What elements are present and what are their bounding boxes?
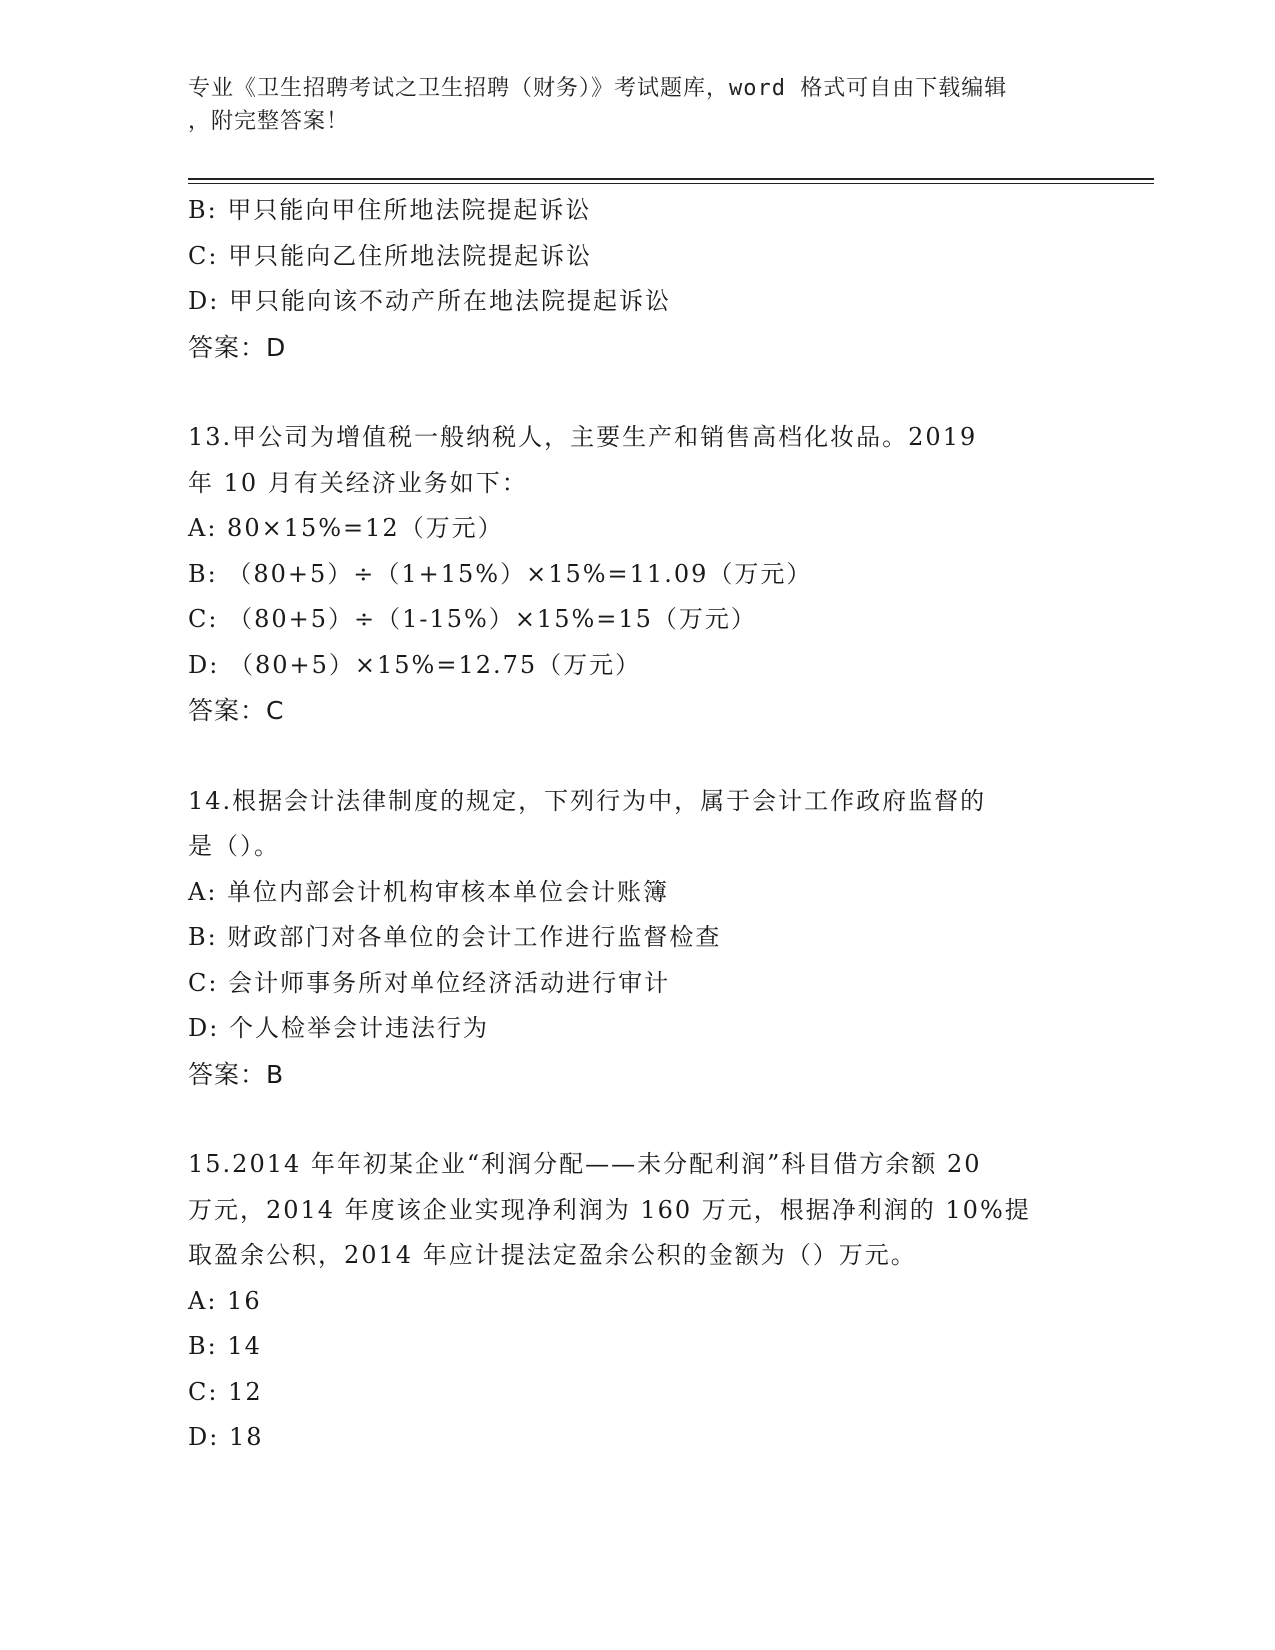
header-divider-thick [188,178,1154,180]
option-b: B: （80+5）÷（1+15%）×15%=11.09（万元） [188,559,813,588]
question-stem: 13.甲公司为增值税一般纳税人，主要生产和销售高档化妆品。2019 [188,423,978,451]
question-stem: 14.根据会计法律制度的规定，下列行为中，属于会计工作政府监督的 [188,786,987,815]
answer: 答案：B [188,1059,285,1089]
question-12 [188,188,1088,370]
option-b: B: 甲只能向甲住所地法院提起诉讼 [188,196,592,224]
question-stem-continued: 是（）。 [188,832,280,860]
spacer [188,1097,1088,1142]
question-13 [188,415,1088,734]
option-a: A: 16 [188,1286,262,1315]
question-14 [188,779,1088,1098]
option-c: C: 甲只能向乙住所地法院提起诉讼 [188,241,593,270]
option-d: D: （80+5）×15%=12.75（万元） [188,650,642,679]
option-d: D: 甲只能向该不动产所在地法院提起诉讼 [188,287,671,315]
option-a: A: 单位内部会计机构审核本单位会计账簿 [188,877,670,906]
option-b: B: 14 [188,1332,262,1360]
question-stem: 15.2014 年年初某企业“利润分配——未分配利润”科目借方余额 20 [188,1150,982,1178]
option-d: D: 个人检举会计违法行为 [188,1014,489,1042]
option-c: C: （80+5）÷（1-15%）×15%=15（万元） [188,605,757,633]
option-c: C: 会计师事务所对单位经济活动进行审计 [188,968,671,997]
spacer [188,370,1088,415]
question-stem-continued: 年 10 月有关经济业务如下： [188,468,528,497]
question-list [188,188,1088,1461]
header-line-1: 专业《卫生招聘考试之卫生招聘（财务）》考试题库，word 格式可自由下载编辑 [188,76,1008,101]
header-line-2: ，附完整答案！ [188,109,350,134]
page-header [188,72,1088,138]
answer: 答案：C [188,696,285,725]
option-d: D: 18 [188,1423,264,1451]
option-c: C: 12 [188,1377,263,1406]
header-divider-thin [188,183,1154,184]
spacer [188,734,1088,779]
question-stem-continued: 万元，2014 年度该企业实现净利润为 160 万元，根据净利润的 10%提 [188,1195,1031,1224]
question-15 [188,1142,1088,1461]
option-a: A: 80×15%=12（万元） [188,514,504,542]
question-stem-continued: 取盈余公积，2014 年应计提法定盈余公积的金额为（）万元。 [188,1241,917,1269]
option-b: B: 财政部门对各单位的会计工作进行监督检查 [188,923,722,951]
answer: 答案：D [188,332,287,362]
